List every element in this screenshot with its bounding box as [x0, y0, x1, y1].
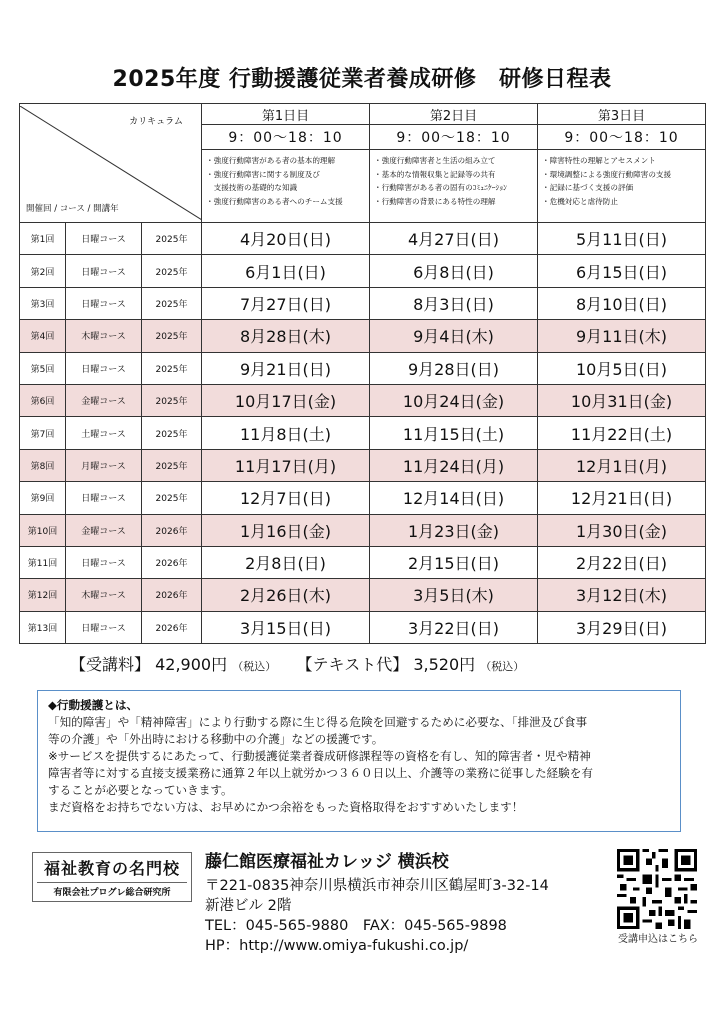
course-name: 木曜コース: [66, 579, 142, 611]
info-line: 障害者等に対する直接支援業務に通算２年以上就労かつ３６０日以上、介護等の業務に従事した経験を有: [48, 766, 593, 780]
course-year: 2026年: [142, 546, 202, 578]
course-year: 2026年: [142, 611, 202, 643]
day2-date: 6月8日(日): [370, 255, 538, 287]
schedule-row: [20, 384, 706, 416]
day2-date: 11月24日(月): [370, 449, 538, 481]
day3-date: 5月11日(日): [538, 223, 706, 255]
course-year: 2025年: [142, 320, 202, 352]
tuition-label: 【受講料】: [70, 655, 151, 674]
course-name: 日曜コース: [66, 611, 142, 643]
course-year: 2025年: [142, 384, 202, 416]
day2-date: 3月5日(木): [370, 579, 538, 611]
day1-date: 6月1日(日): [202, 255, 370, 287]
text-label: 【テキスト代】: [296, 655, 409, 674]
day1-date: 4月20日(日): [202, 223, 370, 255]
schedule-row: [20, 514, 706, 546]
row-header-label: 開催回 / コース / 開講年: [26, 204, 119, 214]
curriculum-label: カリキュラム: [129, 117, 184, 127]
topic-item: 支援技術の基礎的な知識: [206, 183, 298, 192]
course-year: 2026年: [142, 514, 202, 546]
day2-date: 1月23日(金): [370, 514, 538, 546]
day1-date: 1月16日(金): [202, 514, 370, 546]
session-number: 第3回: [20, 287, 66, 319]
day1-date: 2月26日(木): [202, 579, 370, 611]
schedule-row: [20, 417, 706, 449]
course-name: 日曜コース: [66, 546, 142, 578]
info-line: 「知的障害」や「精神障害」により行動する際に生じ得る危険を回避するために必要な、「排泄及び食事: [48, 715, 588, 729]
day2-date: 12月14日(日): [370, 482, 538, 514]
day2-date: 2月15日(日): [370, 546, 538, 578]
school-logo: [32, 852, 192, 902]
course-name: 日曜コース: [66, 223, 142, 255]
course-name: 日曜コース: [66, 352, 142, 384]
day3-date: 3月12日(木): [538, 579, 706, 611]
day3-date: 12月21日(日): [538, 482, 706, 514]
day1-time: 9：00〜18：10: [202, 125, 370, 150]
topic-item: ・危機対応と虐待防止: [542, 196, 618, 206]
day1-date: 9月21日(日): [202, 352, 370, 384]
info-heading: ◆行動援護とは、: [48, 698, 139, 712]
topic-item: ・記録に基づく支援の評価: [542, 183, 634, 192]
day3-date: 12月1日(月): [538, 449, 706, 481]
day1-date: 10月17日(金): [202, 384, 370, 416]
address-line2: 新港ビル 2階: [205, 898, 292, 914]
day1-date: 11月17日(月): [202, 449, 370, 481]
day3-date: 6月15日(日): [538, 255, 706, 287]
course-year: 2025年: [142, 223, 202, 255]
session-number: 第1回: [20, 223, 66, 255]
info-line: ※サービスを提供するにあたって、行動援護従業者養成研修課程等の資格を有し、知的障害者・児や精神: [48, 749, 591, 763]
schedule-row: [20, 223, 706, 255]
day3-time: 9：00〜18：10: [538, 125, 706, 150]
day2-topics: [370, 150, 538, 223]
schedule-table: [19, 103, 706, 644]
fees-line: [70, 652, 524, 675]
day3-date: 8月10日(日): [538, 287, 706, 319]
schedule-row: [20, 449, 706, 481]
day2-date: 9月28日(日): [370, 352, 538, 384]
school-name: 藤仁館医療福祉カレッジ 横浜校: [205, 852, 449, 872]
schedule-row: [20, 579, 706, 611]
course-year: 2026年: [142, 579, 202, 611]
day1-date: 2月8日(日): [202, 546, 370, 578]
day2-date: 8月3日(日): [370, 287, 538, 319]
session-number: 第11回: [20, 546, 66, 578]
day1-date: 7月27日(日): [202, 287, 370, 319]
course-name: 金曜コース: [66, 384, 142, 416]
qr-caption: 受講申込はこちら: [618, 934, 698, 945]
day2-date: 11月15日(土): [370, 417, 538, 449]
homepage-link[interactable]: HP：http://www.omiya-fukushi.co.jp/: [205, 938, 469, 954]
schedule-row: [20, 255, 706, 287]
course-name: 日曜コース: [66, 255, 142, 287]
info-line: 等の介護」や「外出時における移動中の介護」などの援護です。: [48, 732, 384, 746]
day1-topics: [202, 150, 370, 223]
course-year: 2025年: [142, 255, 202, 287]
topic-item: ・行動障害の背景にある特性の理解: [374, 196, 496, 206]
day3-date: 3月29日(日): [538, 611, 706, 643]
schedule-row: [20, 352, 706, 384]
course-year: 2025年: [142, 417, 202, 449]
schedule-row: [20, 546, 706, 578]
tel-fax: TEL：045-565-9880 FAX：045-565-9898: [205, 918, 507, 934]
course-name: 金曜コース: [66, 514, 142, 546]
info-line: まだ資格をお持ちでない方は、お早めにかつ余裕をもった資格取得をおすすめいたします！: [48, 800, 524, 814]
course-name: 日曜コース: [66, 482, 142, 514]
session-number: 第7回: [20, 417, 66, 449]
day3-date: 9月11日(木): [538, 320, 706, 352]
schedule-row: [20, 482, 706, 514]
topic-item: ・環境調整による強度行動障害の支援: [542, 169, 672, 179]
course-year: 2025年: [142, 482, 202, 514]
schedule-row: [20, 320, 706, 352]
day3-date: 2月22日(日): [538, 546, 706, 578]
session-number: 第2回: [20, 255, 66, 287]
logo-line1: 福祉教育の名門校: [43, 859, 180, 878]
day3-topics: [538, 150, 706, 223]
topic-item: ・基本的な情報収集と記録等の共有: [374, 169, 496, 179]
session-number: 第5回: [20, 352, 66, 384]
text-value: 3,520円: [413, 655, 476, 674]
topic-item: ・行動障害がある者の固有のｺﾐｭﾆｹｰｼｮﾝ: [374, 183, 507, 192]
day2-date: 3月22日(日): [370, 611, 538, 643]
course-year: 2025年: [142, 287, 202, 319]
topic-item: ・強度行動障害がある者の基本的理解: [206, 156, 336, 165]
logo-line2: 有限会社プログレ総合研究所: [37, 882, 187, 898]
day3-name: 第3日目: [538, 104, 706, 125]
course-name: 日曜コース: [66, 287, 142, 319]
topic-item: ・強度行動障害に関する制度及び: [206, 169, 320, 179]
topic-item: ・障害特性の理解とアセスメント: [542, 156, 656, 165]
session-number: 第13回: [20, 611, 66, 643]
schedule-row: [20, 611, 706, 643]
day3-date: 11月22日(土): [538, 417, 706, 449]
contact-block: [205, 852, 549, 956]
session-number: 第6回: [20, 384, 66, 416]
header-corner-cell: [20, 104, 202, 223]
day1-date: 11月8日(土): [202, 417, 370, 449]
day1-date: 12月7日(日): [202, 482, 370, 514]
info-box: [37, 690, 681, 832]
schedule-row: [20, 287, 706, 319]
day3-date: 10月5日(日): [538, 352, 706, 384]
session-number: 第9回: [20, 482, 66, 514]
page-title: 2025年度 行動援護従業者養成研修 研修日程表: [112, 67, 612, 92]
course-year: 2025年: [142, 352, 202, 384]
day1-name: 第1日目: [202, 104, 370, 125]
address-line1: 〒221-0835神奈川県横浜市神奈川区鶴屋町3-32-14: [205, 878, 549, 894]
qr-code-icon[interactable]: [614, 849, 700, 929]
day2-date: 4月27日(日): [370, 223, 538, 255]
day1-date: 3月15日(日): [202, 611, 370, 643]
day3-date: 1月30日(金): [538, 514, 706, 546]
topic-item: ・強度行動障害のある者へのチーム支援: [206, 196, 343, 206]
day3-date: 10月31日(金): [538, 384, 706, 416]
text-tax: （税込）: [480, 660, 525, 673]
course-name: 土曜コース: [66, 417, 142, 449]
day2-time: 9：00〜18：10: [370, 125, 538, 150]
session-number: 第10回: [20, 514, 66, 546]
course-name: 月曜コース: [66, 449, 142, 481]
topic-item: ・強度行動障害者と生活の組み立て: [374, 156, 496, 165]
day1-date: 8月28日(木): [202, 320, 370, 352]
session-number: 第12回: [20, 579, 66, 611]
day2-date: 9月4日(木): [370, 320, 538, 352]
day2-name: 第2日目: [370, 104, 538, 125]
day2-date: 10月24日(金): [370, 384, 538, 416]
info-line: することが必要となっていきます。: [48, 783, 233, 797]
course-year: 2025年: [142, 449, 202, 481]
session-number: 第8回: [20, 449, 66, 481]
tuition-value: 42,900円: [155, 655, 228, 674]
course-name: 木曜コース: [66, 320, 142, 352]
tuition-tax: （税込）: [232, 660, 277, 673]
session-number: 第4回: [20, 320, 66, 352]
